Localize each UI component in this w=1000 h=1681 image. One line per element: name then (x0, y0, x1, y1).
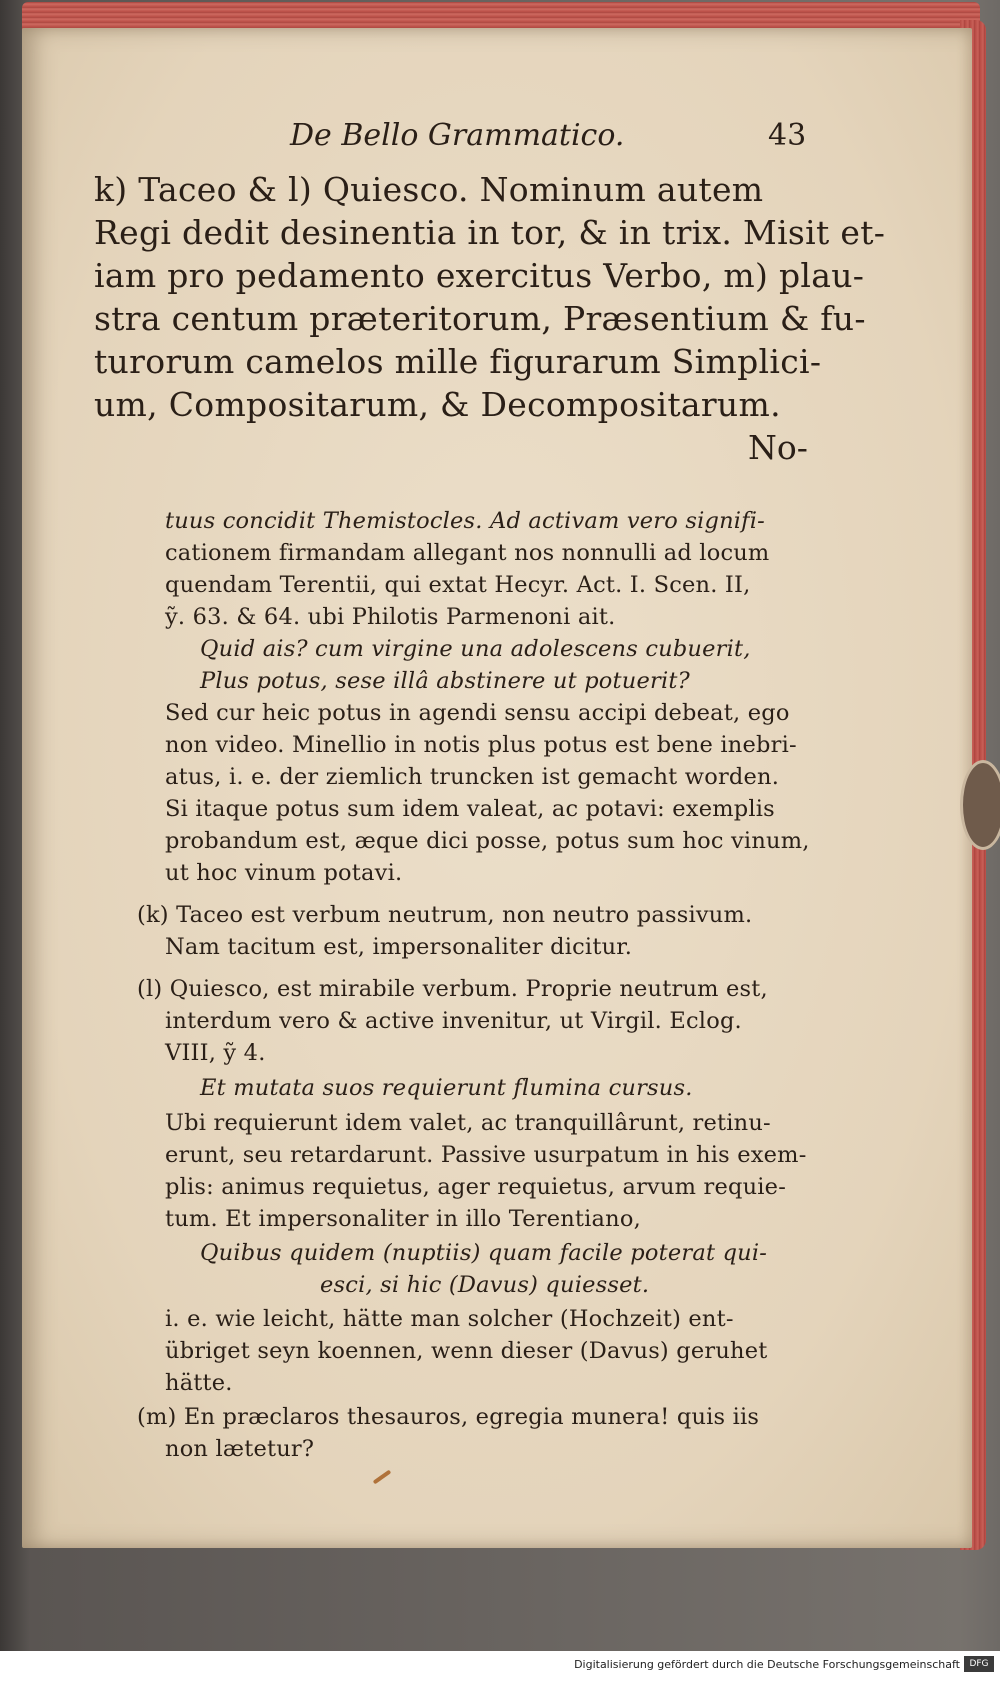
note-line: atus, i. e. der ziemlich truncken ist gemacht worden. (165, 764, 780, 790)
page-number: 43 (768, 118, 807, 153)
footnote-line: erunt, seu retardarunt. Passive usurpatum in his exem- (165, 1142, 807, 1168)
note-line: Sed cur heic potus in agendi sensu accipi debeat, ego (165, 700, 790, 726)
footnote-line: hätte. (165, 1370, 233, 1396)
main-text-line: um, Compositarum, & Decompositarum. (94, 385, 781, 424)
footnote-line: interdum vero & active invenitur, ut Virgil. Eclog. (165, 1008, 742, 1034)
footnote-line: VIII, ỹ 4. (165, 1040, 266, 1066)
note-line: tuus concidit Themistocles. Ad activam vero signifi- (165, 508, 765, 534)
footnote-line: plis: animus requietus, ager requietus, arvum requie- (165, 1174, 787, 1200)
footnote-quote: Quibus quidem (nuptiis) quam facile poterat qui- (200, 1240, 768, 1266)
footnote-quote: Et mutata suos requierunt flumina cursus. (200, 1075, 693, 1101)
main-text-line: turorum camelos mille figurarum Simplici- (94, 342, 822, 381)
note-line: ỹ. 63. & 64. ubi Philotis Parmenoni ait. (165, 604, 616, 630)
footnote-line: i. e. wie leicht, hätte man solcher (Hochzeit) ent- (165, 1306, 734, 1332)
note-line: cationem firmandam allegant nos nonnulli ad locum (165, 540, 770, 566)
main-text-line: iam pro pedamento exercitus Verbo, m) plau- (94, 256, 865, 295)
note-quote-line: Plus potus, sese illâ abstinere ut potuerit? (200, 668, 690, 694)
note-line: probandum est, æque dici posse, potus sum hoc vinum, (165, 828, 810, 854)
footnote-line: Nam tacitum est, impersonaliter dicitur. (165, 934, 633, 960)
note-line: ut hoc vinum potavi. (165, 860, 403, 886)
footnote-l: (l) Quiesco, est mirabile verbum. Proprie neutrum est, (137, 976, 768, 1002)
footnote-line: Ubi requierunt idem valet, ac tranquillârunt, retinu- (165, 1110, 771, 1136)
main-text-line: Regi dedit desinentia in tor, & in trix. Misit et- (94, 213, 886, 252)
note-line: Si itaque potus sum idem valeat, ac potavi: exemplis (165, 796, 775, 822)
dfg-logo-icon: DFG (964, 1656, 994, 1672)
main-text-line: stra centum præteritorum, Præsentium & fu- (94, 299, 866, 338)
footer-credit: Digitalisierung gefördert durch die Deutsche Forschungsgemeinschaft (574, 1658, 960, 1671)
footnote-m: (m) En præclaros thesauros, egregia munera! quis iis (137, 1404, 760, 1430)
footnote-line: tum. Et impersonaliter in illo Terentiano, (165, 1206, 641, 1232)
footnote-line: non lætetur? (165, 1436, 315, 1462)
catchword: No- (748, 428, 808, 467)
note-quote-line: Quid ais? cum virgine una adolescens cubuerit, (200, 636, 751, 662)
note-line: quendam Terentii, qui extat Hecyr. Act. I. Scen. II, (165, 572, 751, 598)
page-marker-ribbon (960, 760, 1000, 850)
main-text-line: k) Taceo & l) Quiesco. Nominum autem (94, 170, 764, 209)
note-line: non video. Minellio in notis plus potus est bene inebri- (165, 732, 797, 758)
footnote-k: (k) Taceo est verbum neutrum, non neutro passivum. (137, 902, 753, 928)
footnote-line: übriget seyn koennen, wenn dieser (Davus) geruhet (165, 1338, 768, 1364)
footnote-quote: esci, si hic (Davus) quiesset. (320, 1272, 650, 1298)
running-title: De Bello Grammatico. (290, 118, 625, 153)
